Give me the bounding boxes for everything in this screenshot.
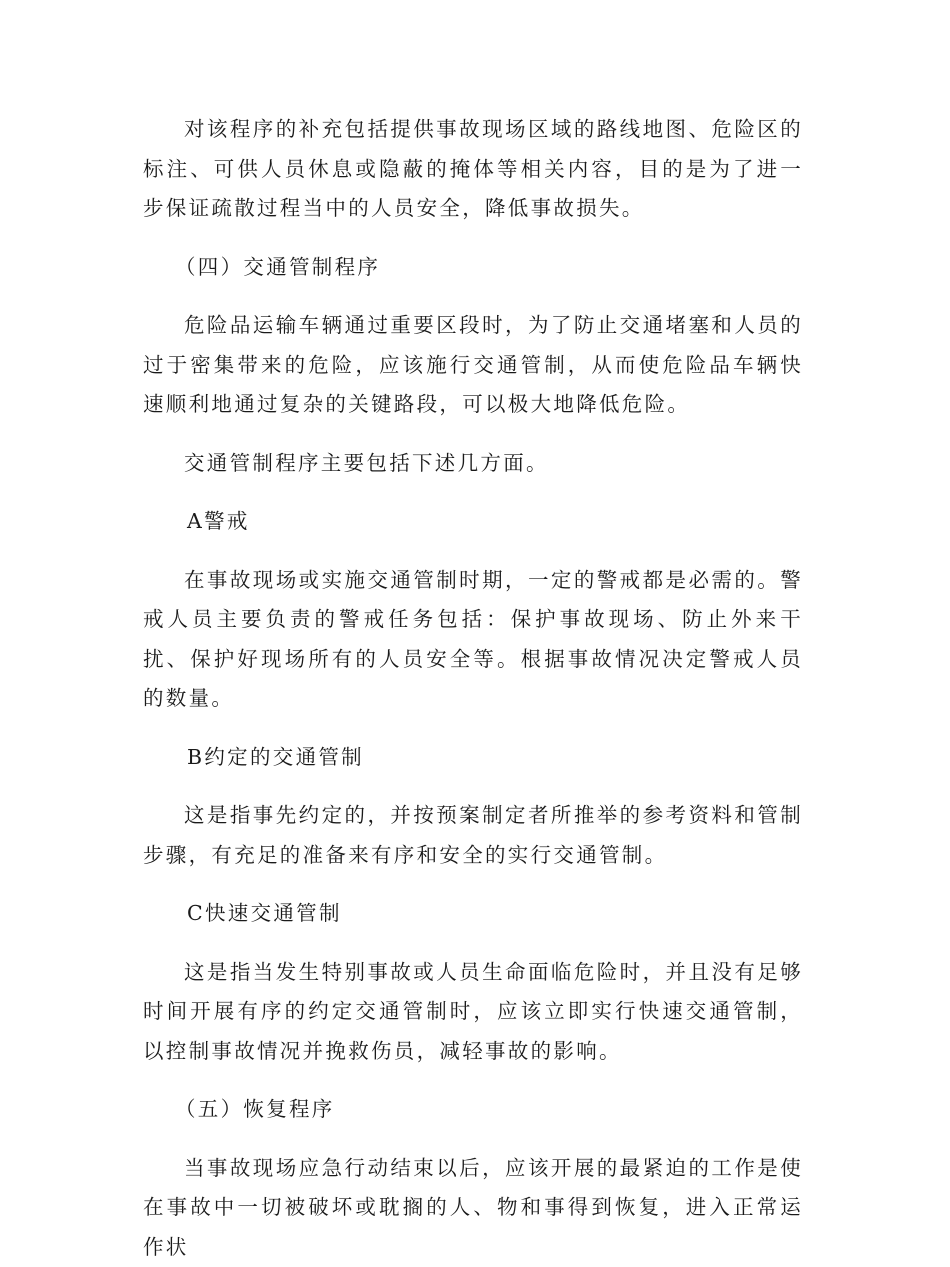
- paragraph-gap: [143, 719, 803, 738]
- paragraph-gap: [143, 1130, 803, 1149]
- paragraph-traffic-control-intro: 危险品运输车辆通过重要区段时，为了防止交通堵塞和人员的过于密集带来的危险，应该施行交通管制，从而使危险品车辆快速顺利地通过复杂的关键路段，可以极大地降低危险。: [143, 306, 803, 425]
- paragraph-traffic-control-aspects: 交通管制程序主要包括下述几方面。: [143, 444, 803, 484]
- subheading-agreed-traffic-control: B约定的交通管制: [143, 738, 803, 778]
- paragraph-gap: [143, 875, 803, 894]
- paragraph-gap: [143, 1071, 803, 1090]
- paragraph-rapid-traffic-control: 这是指当发生特别事故或人员生命面临危险时，并且没有足够时间开展有序的约定交通管制时，应该立即实行快速交通管制，以控制事故情况并挽救伤员，减轻事故的影响。: [143, 953, 803, 1072]
- paragraph-gap: [143, 229, 803, 248]
- subheading-guard: A警戒: [143, 502, 803, 542]
- paragraph-gap: [143, 542, 803, 561]
- paragraph-agreed-traffic-control: 这是指事先约定的，并按预案制定者所推举的参考资料和管制步骤，有充足的准备来有序和安全的实行交通管制。: [143, 796, 803, 875]
- document-body: [143, 110, 803, 1267]
- paragraph-guard: 在事故现场或实施交通管制时期，一定的警戒都是必需的。警戒人员主要负责的警戒任务包括：保护事故现场、防止外来干扰、保护好现场所有的人员安全等。根据事故情况决定警戒人员的数量。: [143, 561, 803, 719]
- paragraph-gap: [143, 934, 803, 953]
- paragraph-gap: [143, 777, 803, 796]
- section-heading-recovery: （五）恢复程序: [143, 1090, 803, 1130]
- section-heading-traffic-control: （四）交通管制程序: [143, 248, 803, 288]
- paragraph-gap: [143, 483, 803, 502]
- paragraph-recovery: 当事故现场应急行动结束以后，应该开展的最紧迫的工作是使在事故中一切被破坏或耽搁的人、物和事得到恢复，进入正常运作状: [143, 1149, 803, 1267]
- subheading-rapid-traffic-control: C快速交通管制: [143, 894, 803, 934]
- paragraph-gap: [143, 425, 803, 444]
- paragraph-gap: [143, 287, 803, 306]
- paragraph-evacuation-supplement: 对该程序的补充包括提供事故现场区域的路线地图、危险区的标注、可供人员休息或隐蔽的掩体等相关内容，目的是为了进一步保证疏散过程当中的人员安全，降低事故损失。: [143, 110, 803, 229]
